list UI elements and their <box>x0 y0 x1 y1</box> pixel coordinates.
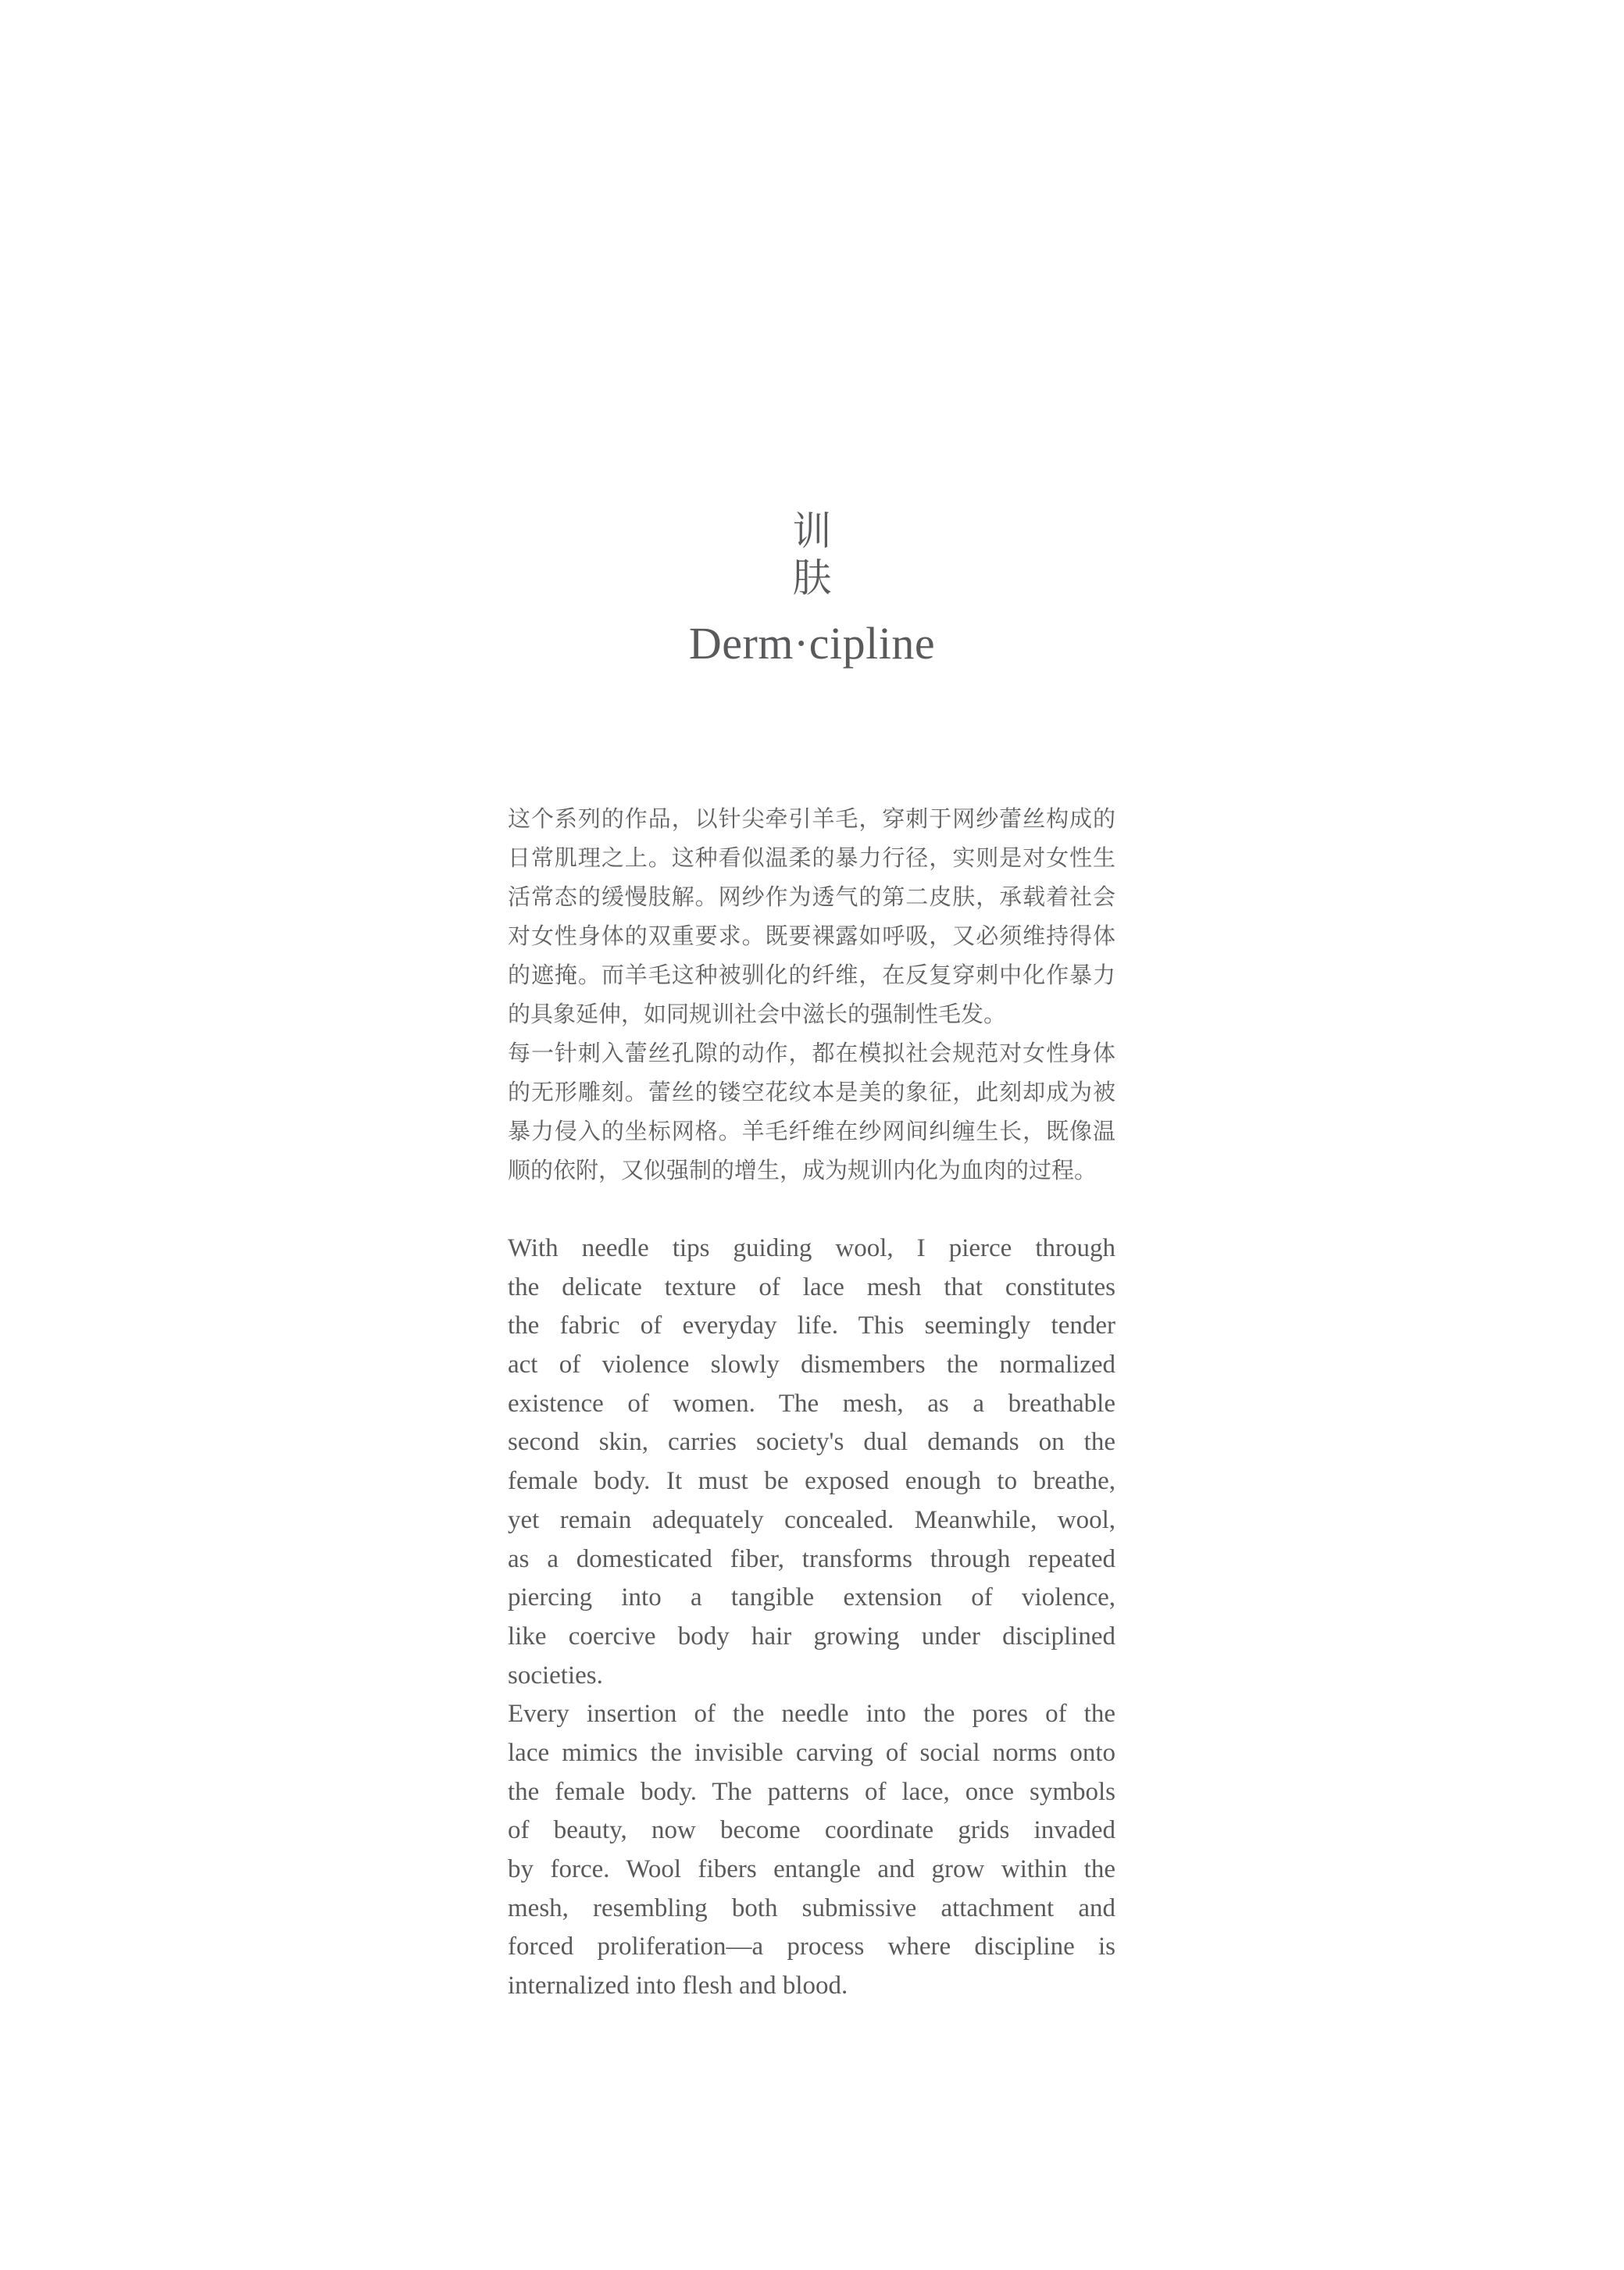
text-line: forced proliferation—a process where discipline is <box>508 1933 1115 1961</box>
text-line: lace mimics the invisible carving of social norms onto <box>508 1738 1115 1767</box>
title-char-1: 训 <box>792 509 832 554</box>
text-line: 顺的依附，又似强制的增生，成为规训内化为血肉的过程。 <box>508 1157 1098 1183</box>
text-line: 对女性身体的双重要求。既要裸露如呼吸，又必须维持得体 <box>508 923 1115 949</box>
title-english: Derm·cipline <box>688 618 936 669</box>
text-line: the female body. The patterns of lace, once symbols <box>508 1777 1115 1806</box>
text-line: mesh, resembling both submissive attachment and <box>508 1893 1115 1922</box>
text-line: existence of women. The mesh, as a breathable <box>508 1389 1115 1418</box>
text-line: 的遮掩。而羊毛这种被驯化的纤维，在反复穿刺中化作暴力 <box>508 962 1115 988</box>
text-line: the fabric of everyday life. This seemingly tender <box>508 1312 1115 1340</box>
text-line: act of violence slowly dismembers the normalized <box>508 1351 1115 1379</box>
text-line: the delicate texture of lace mesh that constitutes <box>508 1272 1115 1301</box>
english-paragraph-2 <box>508 1695 1115 2006</box>
english-description <box>508 1230 1115 2006</box>
text-line: as a domesticated fiber, transforms through repeated <box>508 1544 1115 1573</box>
title-chinese <box>0 508 1624 601</box>
text-line: by force. Wool fibers entangle and grow within the <box>508 1855 1115 1883</box>
english-paragraph-1 <box>508 1230 1115 1695</box>
text-line: yet remain adequately concealed. Meanwhile, wool, <box>508 1505 1115 1534</box>
text-line: 的无形雕刻。蕾丝的镂空花纹本是美的象征，此刻却成为被 <box>508 1079 1115 1105</box>
text-line: piercing into a tangible extension of violence, <box>508 1583 1115 1612</box>
text-line: With needle tips guiding wool, I pierce through <box>508 1234 1115 1262</box>
chinese-paragraph-1 <box>508 799 1115 1033</box>
text-line: Every insertion of the needle into the pores of the <box>508 1700 1115 1729</box>
title-char-2: 肤 <box>792 555 832 601</box>
text-line: second skin, carries society's dual demands on the <box>508 1428 1115 1457</box>
text-line: 每一针刺入蕾丝孔隙的动作，都在模拟社会规范对女性身体 <box>508 1040 1115 1066</box>
chinese-paragraph-2 <box>508 1033 1115 1190</box>
text-line: 这个系列的作品，以针尖牵引羊毛，穿刺于网纱蕾丝构成的 <box>508 805 1115 832</box>
text-line: like coercive body hair growing under disciplined <box>508 1622 1115 1651</box>
text-line: societies. <box>508 1661 603 1690</box>
text-line: 暴力侵入的坐标网格。羊毛纤维在纱网间纠缠生长，既像温 <box>508 1118 1115 1144</box>
text-line: 的具象延伸，如同规训社会中滋长的强制性毛发。 <box>508 1001 1007 1027</box>
text-line: internalized into flesh and blood. <box>508 1972 848 2001</box>
text-line: 日常肌理之上。这种看似温柔的暴力行径，实则是对女性生 <box>508 844 1115 871</box>
chinese-description <box>508 799 1115 1190</box>
text-line: female body. It must be exposed enough to breathe, <box>508 1467 1115 1496</box>
text-line: of beauty, now become coordinate grids invaded <box>508 1816 1115 1845</box>
text-line: 活常态的缓慢肢解。网纱作为透气的第二皮肤，承载着社会 <box>508 883 1115 910</box>
